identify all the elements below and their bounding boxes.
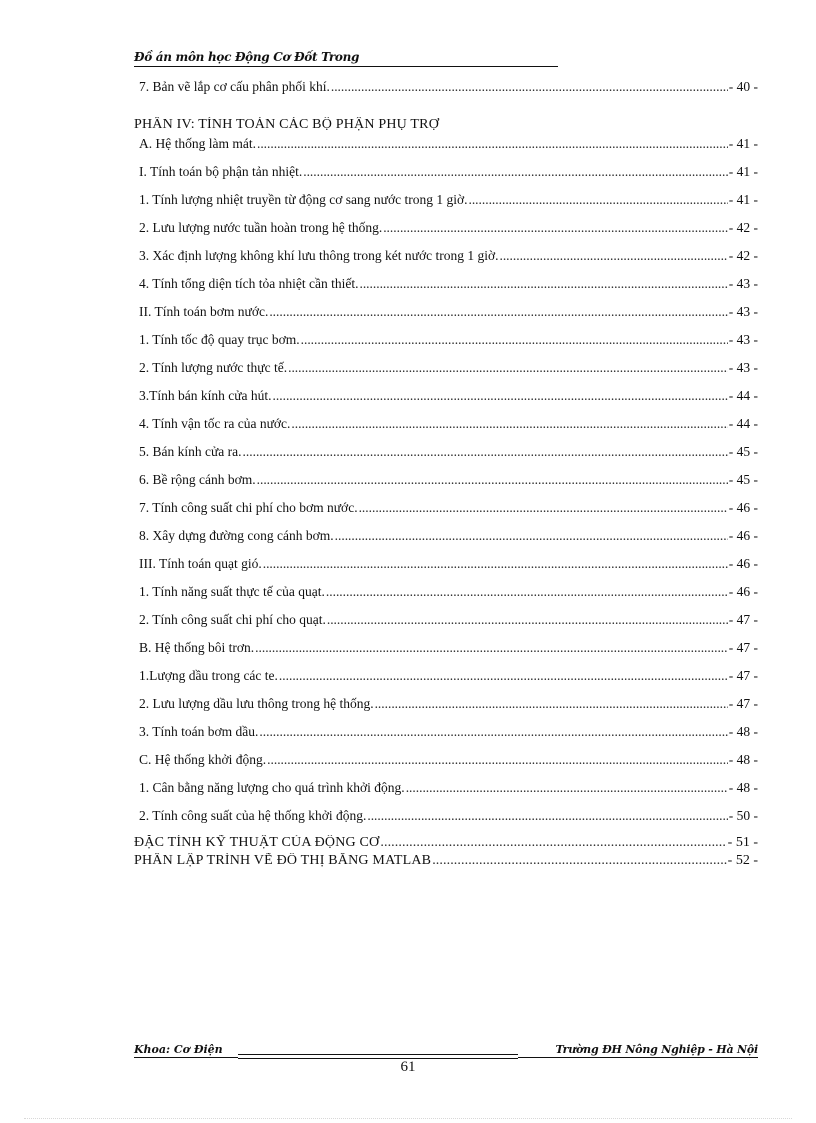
toc-entry-title: I. Tính toán bộ phận tản nhiệt.	[139, 164, 303, 179]
toc-entry-title: 3. Tính toán bơm dầu.	[139, 724, 259, 739]
toc-entry-page: - 43 -	[728, 304, 758, 319]
toc-dot-leader	[301, 332, 728, 348]
toc-entry-title: 1. Cân bằng năng lượng cho quá trình khởi động.	[139, 780, 405, 795]
toc-entry-page: - 43 -	[728, 276, 758, 291]
toc-dot-leader	[327, 612, 728, 628]
toc-entry[interactable]	[134, 276, 758, 292]
toc-dot-leader	[359, 276, 727, 292]
toc-entry[interactable]	[134, 853, 758, 869]
toc-entry-page: - 46 -	[728, 584, 758, 599]
toc-dot-leader	[331, 79, 728, 95]
toc-entry-title: PHẦN LẬP TRÌNH VẼ ĐỒ THỊ BẰNG MATLAB	[134, 853, 432, 868]
toc-entry-page: - 45 -	[728, 444, 758, 459]
toc-entry-page: - 45 -	[728, 472, 758, 487]
toc-entry-title: 1. Tính năng suất thực tế của quạt.	[139, 584, 325, 599]
toc-entry-title: II. Tính toán bơm nước.	[139, 304, 269, 319]
toc-entry[interactable]	[134, 416, 758, 432]
toc-entry-page: - 46 -	[728, 556, 758, 571]
toc-entry-page: - 41 -	[728, 136, 758, 151]
footer-university: Trường ĐH Nông Nghiệp - Hà Nội	[518, 1043, 758, 1058]
toc-entry[interactable]	[134, 500, 758, 516]
toc-entry[interactable]	[134, 220, 758, 236]
toc-entry[interactable]	[134, 472, 758, 488]
toc-entry-page: - 47 -	[728, 612, 758, 627]
toc-dot-leader	[257, 472, 728, 488]
toc-entry-page: - 46 -	[728, 500, 758, 515]
toc-entry-page: - 47 -	[728, 640, 758, 655]
toc-dot-leader	[259, 724, 727, 740]
toc-entry-title: A. Hệ thống làm mát.	[139, 136, 256, 151]
toc-entry-title: 1.Lượng dầu trong các te.	[139, 668, 278, 683]
toc-entry-title: 4. Tính vận tốc ra của nước.	[139, 416, 291, 431]
toc-dot-leader	[375, 696, 728, 712]
toc-entry-title: 6. Bề rộng cánh bơm.	[139, 472, 256, 487]
toc-entry-page: - 52 -	[727, 853, 758, 868]
toc-entry-title: 2. Tính công suất chi phí cho quạt.	[139, 612, 326, 627]
toc-dot-leader	[288, 360, 728, 376]
toc-dot-leader	[406, 780, 728, 796]
toc-entry[interactable]	[134, 528, 758, 544]
toc-entry-page: - 44 -	[728, 416, 758, 431]
toc-entry-title: 1. Tính lượng nhiệt truyền từ động cơ sang nước trong 1 giờ.	[139, 192, 468, 207]
toc-entry-title: PHẦN IV: TÍNH TOÁN CÁC BỘ PHẬN PHỤ TRỢ	[134, 117, 440, 132]
toc-entry[interactable]	[134, 117, 758, 133]
toc-entry-title: 4. Tính tổng diện tích tỏa nhiệt cần thiết.	[139, 276, 359, 291]
toc-entry[interactable]	[134, 556, 758, 572]
toc-entry[interactable]	[134, 444, 758, 460]
toc-dot-leader	[359, 500, 728, 516]
toc-entry[interactable]	[134, 332, 758, 348]
toc-entry[interactable]	[134, 668, 758, 684]
toc-entry-title: 2. Tính lượng nước thực tế.	[139, 360, 288, 375]
toc-entry-title: C. Hệ thống khởi động.	[139, 752, 267, 767]
toc-entry-page: - 47 -	[728, 696, 758, 711]
toc-entry[interactable]	[134, 752, 758, 768]
toc-entry-title: 3. Xác định lượng không khí lưu thông trong két nước trong 1 giờ.	[139, 248, 499, 263]
toc-entry[interactable]	[134, 388, 758, 404]
toc-dot-leader	[335, 528, 728, 544]
toc-entry[interactable]	[134, 780, 758, 796]
toc-dot-leader	[499, 248, 727, 264]
toc-dot-leader	[273, 388, 728, 404]
toc-entry[interactable]	[134, 304, 758, 320]
toc-entry[interactable]	[134, 136, 758, 152]
toc-entry-page: - 51 -	[727, 835, 758, 850]
toc-dot-leader	[263, 556, 728, 572]
toc-entry[interactable]	[134, 696, 758, 712]
toc-dot-leader	[243, 444, 728, 460]
toc-entry-page: - 47 -	[728, 668, 758, 683]
toc-entry-title: B. Hệ thống bôi trơn.	[139, 640, 255, 655]
footer-faculty: Khoa: Cơ Điện	[134, 1043, 238, 1058]
toc-dot-leader	[279, 668, 728, 684]
page-edge-divider	[24, 1118, 792, 1119]
toc-entry-title: 2. Lưu lượng dầu lưu thông trong hệ thống.	[139, 696, 374, 711]
toc-dot-leader	[432, 853, 726, 869]
toc-entry-title: ĐẶC TÍNH KỸ THUẬT CỦA ĐỘNG CƠ	[134, 835, 380, 850]
toc-entry-title: 3.Tính bán kính cửa hút.	[139, 388, 272, 403]
toc-entry-page: - 48 -	[728, 780, 758, 795]
toc-entry-title: 5. Bán kính cửa ra.	[139, 444, 242, 459]
toc-entry-page: - 42 -	[728, 220, 758, 235]
toc-entry[interactable]	[134, 640, 758, 656]
running-header: Đồ án môn học Động Cơ Đốt Trong	[134, 50, 558, 67]
toc-entry-page: - 41 -	[728, 192, 758, 207]
toc-entry-page: - 43 -	[728, 360, 758, 375]
toc-entry[interactable]	[134, 584, 758, 600]
toc-entry-title: III. Tính toán quạt gió.	[139, 556, 262, 571]
toc-dot-leader	[269, 304, 727, 320]
toc-dot-leader	[380, 835, 726, 851]
toc-entry-page: - 43 -	[728, 332, 758, 347]
toc-entry[interactable]	[134, 192, 758, 208]
toc-entry[interactable]	[134, 835, 758, 851]
toc-dot-leader	[383, 220, 728, 236]
toc-entry[interactable]	[134, 360, 758, 376]
toc-entry-page: - 48 -	[728, 724, 758, 739]
toc-entry-title: 7. Bản vẽ lắp cơ cấu phân phối khí.	[139, 79, 330, 94]
toc-entry-page: - 40 -	[728, 79, 758, 94]
toc-entry[interactable]	[134, 808, 758, 824]
toc-entry[interactable]	[134, 724, 758, 740]
toc-dot-leader	[291, 416, 727, 432]
toc-dot-leader	[303, 164, 728, 180]
toc-entry[interactable]	[134, 164, 758, 180]
page-number: 61	[400, 1059, 416, 1075]
toc-entry-page: - 41 -	[728, 164, 758, 179]
toc-entry-title: 8. Xây dựng đường cong cánh bơm.	[139, 528, 334, 543]
table-of-contents	[134, 79, 758, 869]
toc-dot-leader	[255, 640, 728, 656]
toc-dot-leader	[468, 192, 727, 208]
toc-entry-page: - 48 -	[728, 752, 758, 767]
toc-entry-page: - 42 -	[728, 248, 758, 263]
toc-entry-title: 2. Lưu lượng nước tuần hoàn trong hệ thống.	[139, 220, 383, 235]
toc-dot-leader	[267, 752, 728, 768]
toc-entry-title: 7. Tính công suất chi phí cho bơm nước.	[139, 500, 358, 515]
toc-entry[interactable]	[134, 79, 758, 95]
toc-entry-title: 1. Tính tốc độ quay trục bơm.	[139, 332, 300, 347]
toc-dot-leader	[367, 808, 727, 824]
toc-entry[interactable]	[134, 612, 758, 628]
toc-dot-leader	[257, 136, 728, 152]
toc-entry-page: - 44 -	[728, 388, 758, 403]
toc-entry-page: - 50 -	[728, 808, 758, 823]
toc-entry-page: - 46 -	[728, 528, 758, 543]
toc-entry[interactable]	[134, 248, 758, 264]
toc-entry-title: 2. Tính công suất của hệ thống khởi động.	[139, 808, 367, 823]
toc-dot-leader	[326, 584, 728, 600]
